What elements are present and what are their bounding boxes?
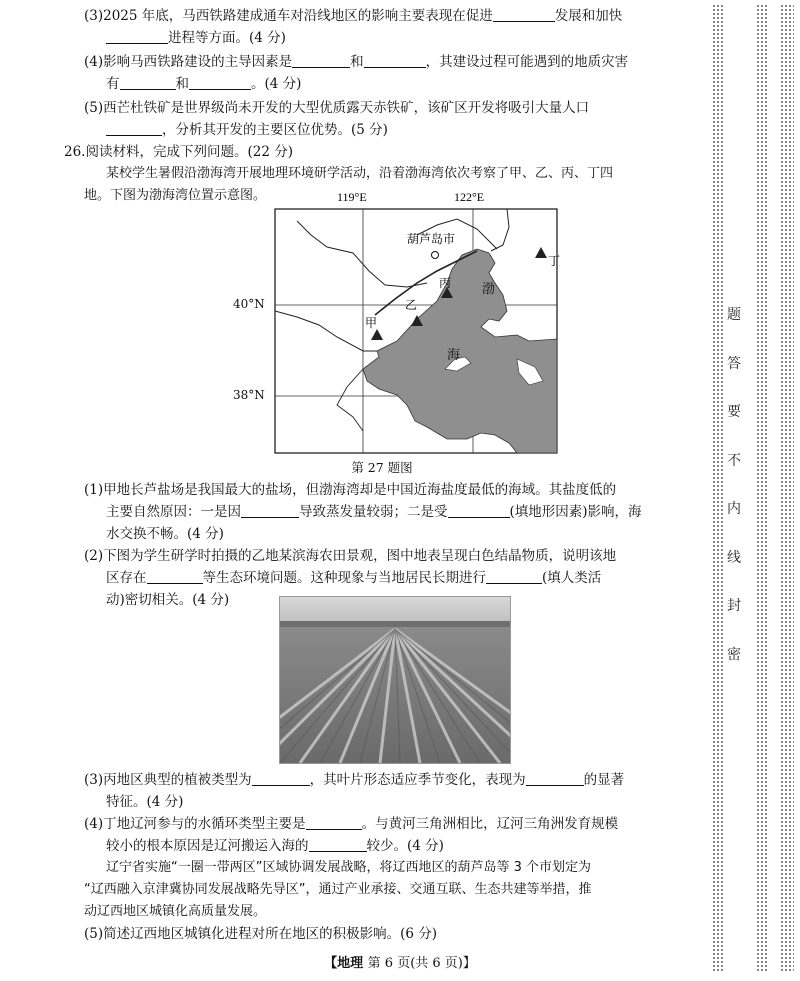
s4-line1 xyxy=(84,814,618,834)
seal-char: 封 xyxy=(727,598,741,615)
lon-119-label: 119°E xyxy=(337,191,367,204)
s4-line2 xyxy=(106,836,444,856)
map-figure xyxy=(267,191,567,457)
text: 和 xyxy=(175,76,189,92)
text: ，其叶片形态适应季节变化，表现为 xyxy=(309,772,526,788)
text: 。与黄河三角洲相比，辽河三角洲发育规模 xyxy=(361,816,619,832)
answer-blank[interactable] xyxy=(364,53,426,68)
label-bing: 丙 xyxy=(439,276,452,290)
text: 有 xyxy=(106,76,120,92)
city-label: 葫芦岛市 xyxy=(407,232,456,246)
text: 和 xyxy=(350,54,364,70)
answer-blank[interactable] xyxy=(106,121,162,136)
text: (3)2025 年底，马西铁路建成通车对沿线地区的影响主要表现在促进 xyxy=(84,8,493,24)
seal-char: 题 xyxy=(727,307,741,323)
label-jia: 甲 xyxy=(365,316,378,330)
text: 区存在 xyxy=(106,570,147,586)
text: 进程等方面。(4 分) xyxy=(168,30,286,46)
q26-heading xyxy=(64,142,293,162)
s1-line3 xyxy=(106,524,224,544)
answer-blank[interactable] xyxy=(309,837,367,852)
footer-page: 第 6 页(共 6 页)】 xyxy=(367,956,476,971)
answer-blank[interactable] xyxy=(292,53,350,68)
text: ，其建设过程可能遇到的地质灾害 xyxy=(425,54,629,70)
text: 导致蒸发量较弱；二是受 xyxy=(299,504,448,520)
text: (5)简述辽西地区城镇化进程对所在地区的积极影响。(6 分) xyxy=(84,926,438,942)
map-caption: 第 27 题图 xyxy=(351,460,413,475)
page-footer xyxy=(0,952,800,971)
answer-blank[interactable] xyxy=(526,771,584,786)
text: (2)下图为学生研学时拍摄的乙地某滨海农田景观，图中地表呈现白色结晶物质，说明该地 xyxy=(84,548,617,564)
seal-char: 答 xyxy=(727,355,741,372)
s1-line1 xyxy=(84,480,616,500)
footer-subject: 【地理 xyxy=(324,956,364,971)
sea-label-2: 海 xyxy=(447,348,461,363)
text: 动辽西地区城镇化高质量发展。 xyxy=(84,904,267,919)
s2-line3 xyxy=(106,590,229,610)
text: 较少。(4 分) xyxy=(366,838,444,854)
q5-line1 xyxy=(84,98,589,118)
text: (5)西芒杜铁矿是世界级尚未开发的大型优质露天赤铁矿，该矿区开发将吸引大量人口 xyxy=(84,100,590,116)
seal-line-text xyxy=(720,304,748,664)
text: 。(4 分) xyxy=(251,76,302,92)
material2-line1 xyxy=(106,858,591,878)
text: 地。下图为渤海湾位置示意图。 xyxy=(84,188,267,203)
text: ，分析其开发的主要区位优势。(5 分) xyxy=(162,122,388,138)
text: 辽宁省实施“一圈一带两区”区域协调发展战略，将辽西地区的葫芦岛等 3 个市划定为 xyxy=(106,860,592,875)
q3-line1 xyxy=(84,6,622,26)
lat-38-label: 38°N xyxy=(233,388,265,402)
answer-blank[interactable] xyxy=(147,569,203,584)
dotted-border-mid xyxy=(756,4,768,972)
text: (填人类活 xyxy=(542,570,602,586)
seal-char: 内 xyxy=(727,501,741,518)
text: (4)影响马西铁路建设的主导因素是 xyxy=(84,54,293,70)
sea-label-1: 渤 xyxy=(482,282,496,297)
text: 某校学生暑假沿渤海湾开展地理环境研学活动，沿着渤海湾依次考察了甲、乙、丙、丁四 xyxy=(106,166,614,181)
seal-char: 线 xyxy=(727,549,741,566)
farmland-photo-art xyxy=(280,597,510,763)
text: (填地形因素)影响，海 xyxy=(509,504,642,520)
s1-line2 xyxy=(106,502,642,522)
s2-line2 xyxy=(106,568,601,588)
text: 的显著 xyxy=(583,772,625,788)
s3-line2 xyxy=(106,792,183,812)
lat-40-label: 40°N xyxy=(233,297,265,311)
text: (4)丁地辽河参与的水循环类型主要是 xyxy=(84,816,306,832)
seal-char: 密 xyxy=(727,646,741,663)
q3-line2 xyxy=(106,28,286,48)
q4-line2 xyxy=(106,74,301,94)
q5-line2 xyxy=(106,120,388,140)
answer-blank[interactable] xyxy=(306,815,362,830)
text: (1)甲地长芦盐场是我国最大的盐场，但渤海湾却是中国近海盐度最低的海域。其盐度低的 xyxy=(84,482,617,498)
s2-line1 xyxy=(84,546,616,566)
lon-122-label: 122°E xyxy=(454,191,485,204)
city-marker xyxy=(432,252,439,259)
seal-char: 不 xyxy=(727,452,741,469)
answer-blank[interactable] xyxy=(120,75,176,90)
material2-line3 xyxy=(84,902,266,922)
answer-blank[interactable] xyxy=(493,7,555,22)
answer-blank[interactable] xyxy=(106,29,168,44)
text: 较小的根本原因是辽河搬运入海的 xyxy=(106,838,309,854)
binding-strip xyxy=(712,4,794,972)
farmland-photo xyxy=(279,596,511,764)
text: (3)丙地区典型的植被类型为 xyxy=(84,772,252,788)
text: 动)密切相关。(4 分) xyxy=(106,592,230,608)
s3-line1 xyxy=(84,770,624,790)
bohai-bay-map xyxy=(233,191,567,457)
text: 等生态环境问题。这种现象与当地居民长期进行 xyxy=(202,570,486,586)
dotted-border-right xyxy=(780,4,794,972)
material-line1 xyxy=(106,164,613,184)
material-line2 xyxy=(84,186,266,206)
label-yi: 乙 xyxy=(405,298,418,312)
material2-line2 xyxy=(84,880,591,900)
answer-blank[interactable] xyxy=(252,771,310,786)
text: 水交换不畅。(4 分) xyxy=(106,526,224,542)
s5-line xyxy=(84,924,437,944)
seal-char: 要 xyxy=(727,404,741,421)
text: 发展和加快 xyxy=(554,8,623,24)
label-ding: 丁 xyxy=(548,254,561,268)
text: 主要自然原因：一是因 xyxy=(106,504,241,520)
text: 26.阅读材料，完成下列问题。(22 分) xyxy=(64,144,293,160)
text: 特征。(4 分) xyxy=(106,794,184,810)
text: “辽西融入京津冀协同发展战略先导区”，通过产业承接、交通互联、生态共建等举措，推 xyxy=(84,882,592,897)
answer-blank[interactable] xyxy=(189,75,251,90)
answer-blank[interactable] xyxy=(241,503,299,518)
answer-blank[interactable] xyxy=(448,503,510,518)
q4-line1 xyxy=(84,52,628,72)
answer-blank[interactable] xyxy=(486,569,542,584)
